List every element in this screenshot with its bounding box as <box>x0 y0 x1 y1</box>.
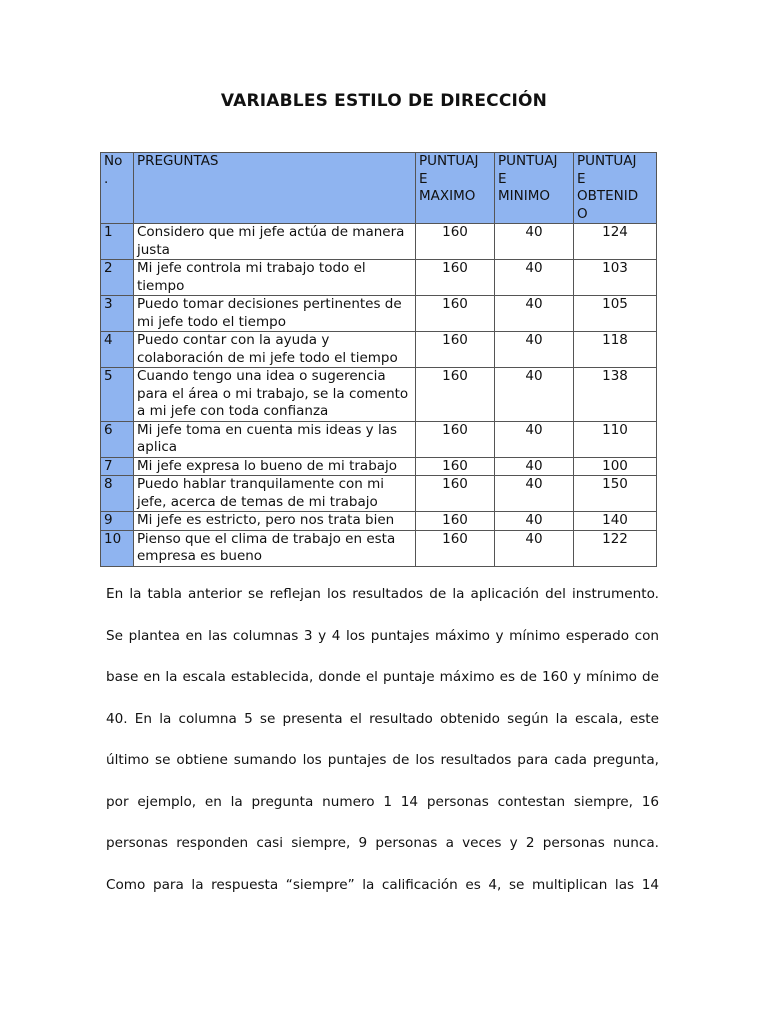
body-paragraph <box>106 574 659 906</box>
row-number: 10 <box>101 530 134 566</box>
row-max-score: 160 <box>416 296 495 332</box>
table-row <box>101 512 657 531</box>
row-question: Pienso que el clima de trabajo en esta empresa es bueno <box>134 530 416 566</box>
row-min-score: 40 <box>495 368 574 422</box>
row-obtained-score: 110 <box>574 421 657 457</box>
table-row <box>101 368 657 422</box>
row-obtained-score: 122 <box>574 530 657 566</box>
row-max-score: 160 <box>416 457 495 476</box>
row-max-score: 160 <box>416 260 495 296</box>
table-row <box>101 296 657 332</box>
row-obtained-score: 118 <box>574 332 657 368</box>
paragraph-line: 40. En la columna 5 se presenta el resultado obtenido según la escala, este <box>106 710 659 727</box>
row-question: Mi jefe es estricto, pero nos trata bien <box>134 512 416 531</box>
row-min-score: 40 <box>495 296 574 332</box>
header-no: No . <box>101 153 134 224</box>
row-max-score: 160 <box>416 421 495 457</box>
table-row <box>101 476 657 512</box>
document-title: VARIABLES ESTILO DE DIRECCIÓN <box>220 91 548 111</box>
header-puntaje-obtenido: PUNTUAJ E OBTENID O <box>574 153 657 224</box>
paragraph-line: personas responden casi siempre, 9 personas a veces y 2 personas nunca. <box>106 835 659 851</box>
row-number: 7 <box>101 457 134 476</box>
row-question: Cuando tengo una idea o sugerencia para el área o mi trabajo, se la comento a mi jefe con toda confianza <box>134 368 416 422</box>
paragraph-line: último se obtiene sumando los puntajes de los resultados para cada pregunta, <box>106 752 659 768</box>
row-question: Puedo tomar decisiones pertinentes de mi jefe todo el tiempo <box>134 296 416 332</box>
table-row <box>101 421 657 457</box>
table-row <box>101 260 657 296</box>
row-question: Mi jefe expresa lo bueno de mi trabajo <box>134 457 416 476</box>
header-preguntas: PREGUNTAS <box>134 153 416 224</box>
row-number: 1 <box>101 224 134 260</box>
row-min-score: 40 <box>495 457 574 476</box>
row-min-score: 40 <box>495 332 574 368</box>
row-question: Puedo hablar tranquilamente con mi jefe, acerca de temas de mi trabajo <box>134 476 416 512</box>
row-question: Puedo contar con la ayuda y colaboración de mi jefe todo el tiempo <box>134 332 416 368</box>
row-max-score: 160 <box>416 476 495 512</box>
row-min-score: 40 <box>495 476 574 512</box>
row-question: Mi jefe controla mi trabajo todo el tiempo <box>134 260 416 296</box>
row-number: 8 <box>101 476 134 512</box>
paragraph-line: Como para la respuesta “siempre” la calificación es 4, se multiplican las 14 <box>106 876 659 893</box>
row-obtained-score: 150 <box>574 476 657 512</box>
table-header-row <box>101 153 657 224</box>
table-row <box>101 457 657 476</box>
header-puntaje-minimo: PUNTUAJ E MINIMO <box>495 153 574 224</box>
row-min-score: 40 <box>495 421 574 457</box>
results-table <box>100 152 657 567</box>
row-number: 5 <box>101 368 134 422</box>
row-obtained-score: 138 <box>574 368 657 422</box>
paragraph-line: Se plantea en las columnas 3 y 4 los puntajes máximo y mínimo esperado con <box>106 627 659 644</box>
row-obtained-score: 103 <box>574 260 657 296</box>
row-max-score: 160 <box>416 512 495 531</box>
row-number: 2 <box>101 260 134 296</box>
row-max-score: 160 <box>416 224 495 260</box>
row-min-score: 40 <box>495 260 574 296</box>
table-row <box>101 332 657 368</box>
row-number: 6 <box>101 421 134 457</box>
row-number: 3 <box>101 296 134 332</box>
table-row <box>101 224 657 260</box>
header-puntaje-maximo: PUNTUAJ E MAXIMO <box>416 153 495 224</box>
paragraph-line: En la tabla anterior se reflejan los resultados de la aplicación del instrumento. <box>106 586 659 602</box>
row-number: 4 <box>101 332 134 368</box>
row-number: 9 <box>101 512 134 531</box>
row-question: Considero que mi jefe actúa de manera justa <box>134 224 416 260</box>
paragraph-line: por ejemplo, en la pregunta numero 1 14 personas contestan siempre, 16 <box>106 793 659 810</box>
row-obtained-score: 124 <box>574 224 657 260</box>
row-question: Mi jefe toma en cuenta mis ideas y las aplica <box>134 421 416 457</box>
paragraph-line: base en la escala establecida, donde el puntaje máximo es de 160 y mínimo de <box>106 669 659 685</box>
row-max-score: 160 <box>416 368 495 422</box>
row-min-score: 40 <box>495 224 574 260</box>
row-min-score: 40 <box>495 512 574 531</box>
table-row <box>101 530 657 566</box>
row-max-score: 160 <box>416 530 495 566</box>
row-obtained-score: 140 <box>574 512 657 531</box>
row-obtained-score: 100 <box>574 457 657 476</box>
row-max-score: 160 <box>416 332 495 368</box>
row-obtained-score: 105 <box>574 296 657 332</box>
row-min-score: 40 <box>495 530 574 566</box>
